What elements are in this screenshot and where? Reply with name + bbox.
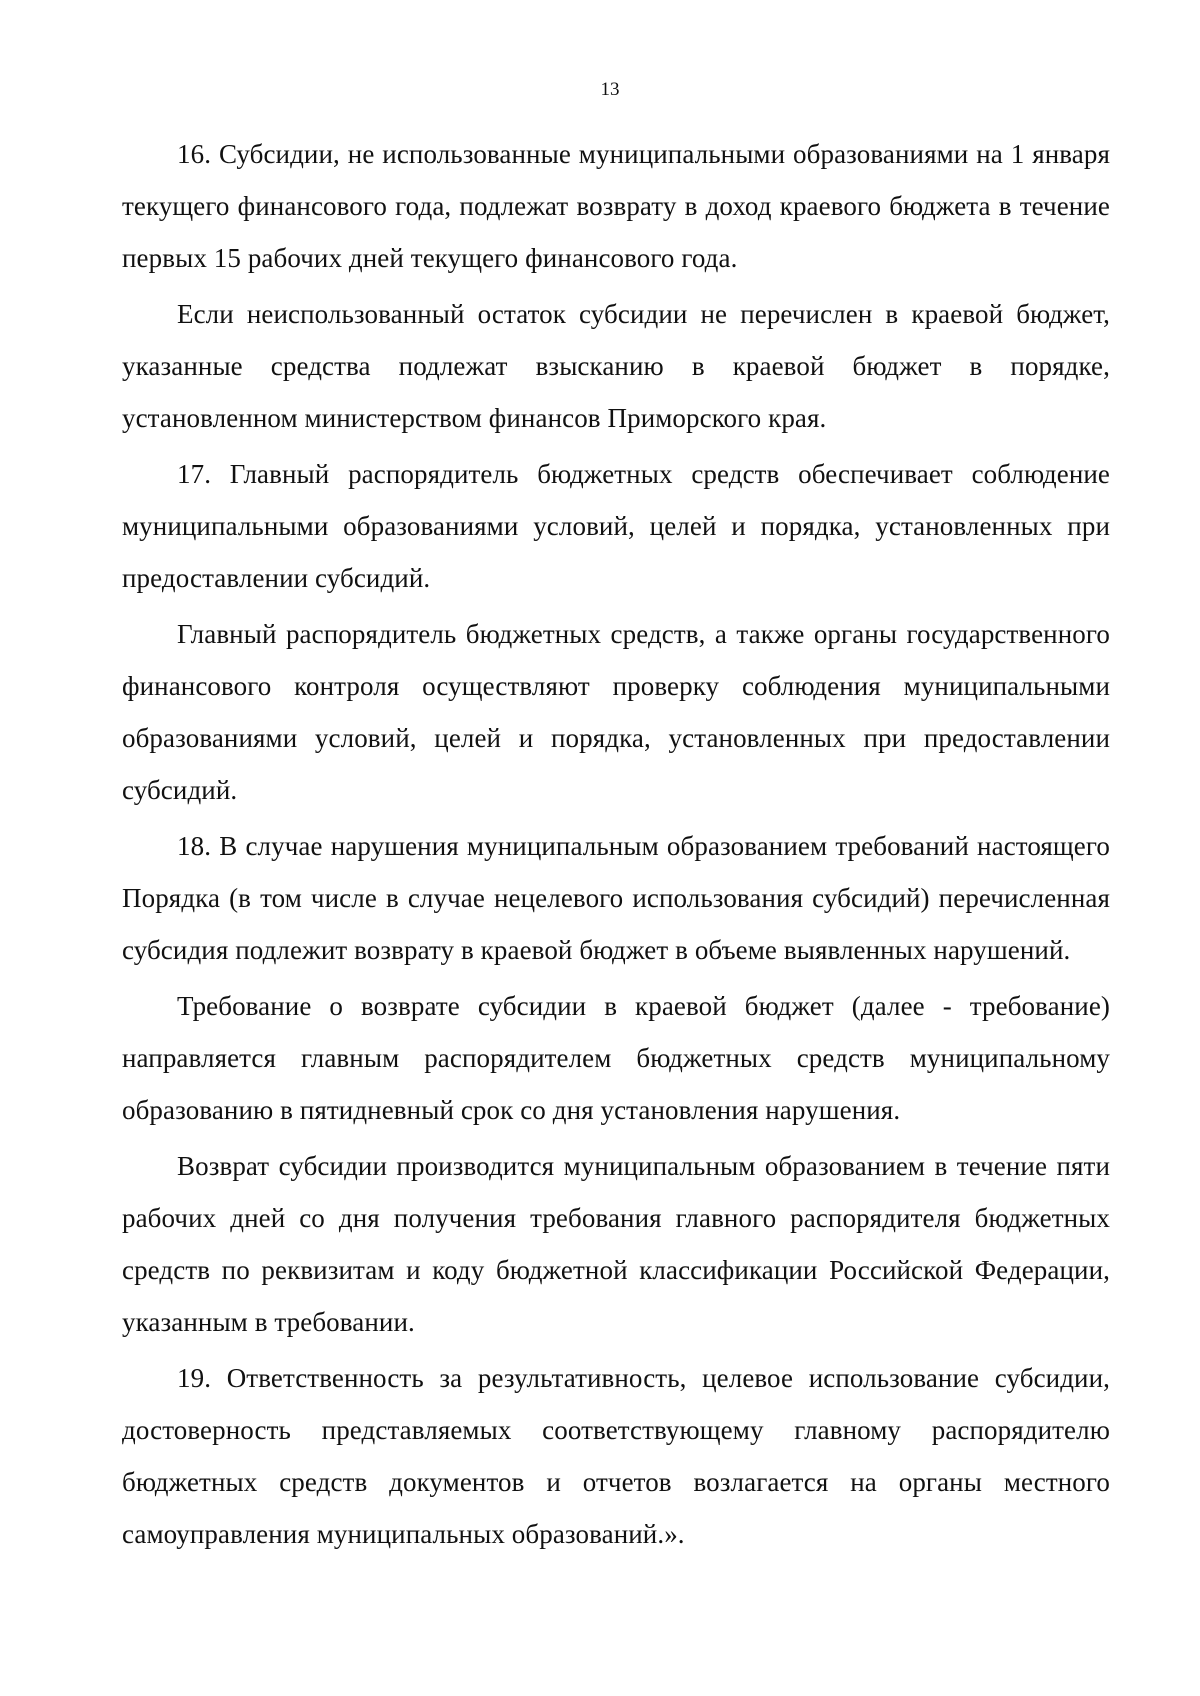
paragraph-17-control: Главный распорядитель бюджетных средств, а также органы государственного финансового контроля осуществляют проверку соблюдения муниципальными образованиями условий, целей и порядка, установленных при предоставлении субсидий. [122, 619, 1110, 805]
page-number: 13 [600, 79, 620, 100]
paragraph-17: 17. Главный распорядитель бюджетных средств обеспечивает соблюдение муниципальными образованиями условий, целей и порядка, установленных при предоставлении субсидий. [122, 459, 1110, 593]
paragraph-18: 18. В случае нарушения муниципальным образованием требований настоящего Порядка (в том числе в случае нецелевого использования субсидий) перечисленная субсидия подлежит возврату в краевой бюджет в объеме выявленных нарушений. [122, 831, 1110, 965]
paragraph-16-remainder: Если неиспользованный остаток субсидии не перечислен в краевой бюджет, указанные средства подлежат взысканию в краевой бюджет в порядке, установленном министерством финансов Приморского края. [122, 299, 1110, 433]
document-body [122, 128, 1110, 1560]
paragraph-18-return: Возврат субсидии производится муниципальным образованием в течение пяти рабочих дней со дня получения требования главного распорядителя бюджетных средств по реквизитам и коду бюджетной классификации Российской Федерации, указанным в требовании. [122, 1151, 1110, 1337]
paragraph-18-requirement: Требование о возврате субсидии в краевой бюджет (далее - требование) направляется главным распорядителем бюджетных средств муниципальному образованию в пятидневный срок со дня установления нарушения. [122, 991, 1110, 1125]
paragraph-19: 19. Ответственность за результативность, целевое использование субсидии, достоверность представляемых соответствующему главному распорядителю бюджетных средств документов и отчетов возлагается на органы местного самоуправления муниципальных образований.». [122, 1363, 1110, 1549]
paragraph-16: 16. Субсидии, не использованные муниципальными образованиями на 1 января текущего финансового года, подлежат возврату в доход краевого бюджета в течение первых 15 рабочих дней текущего финансового года. [122, 139, 1110, 273]
